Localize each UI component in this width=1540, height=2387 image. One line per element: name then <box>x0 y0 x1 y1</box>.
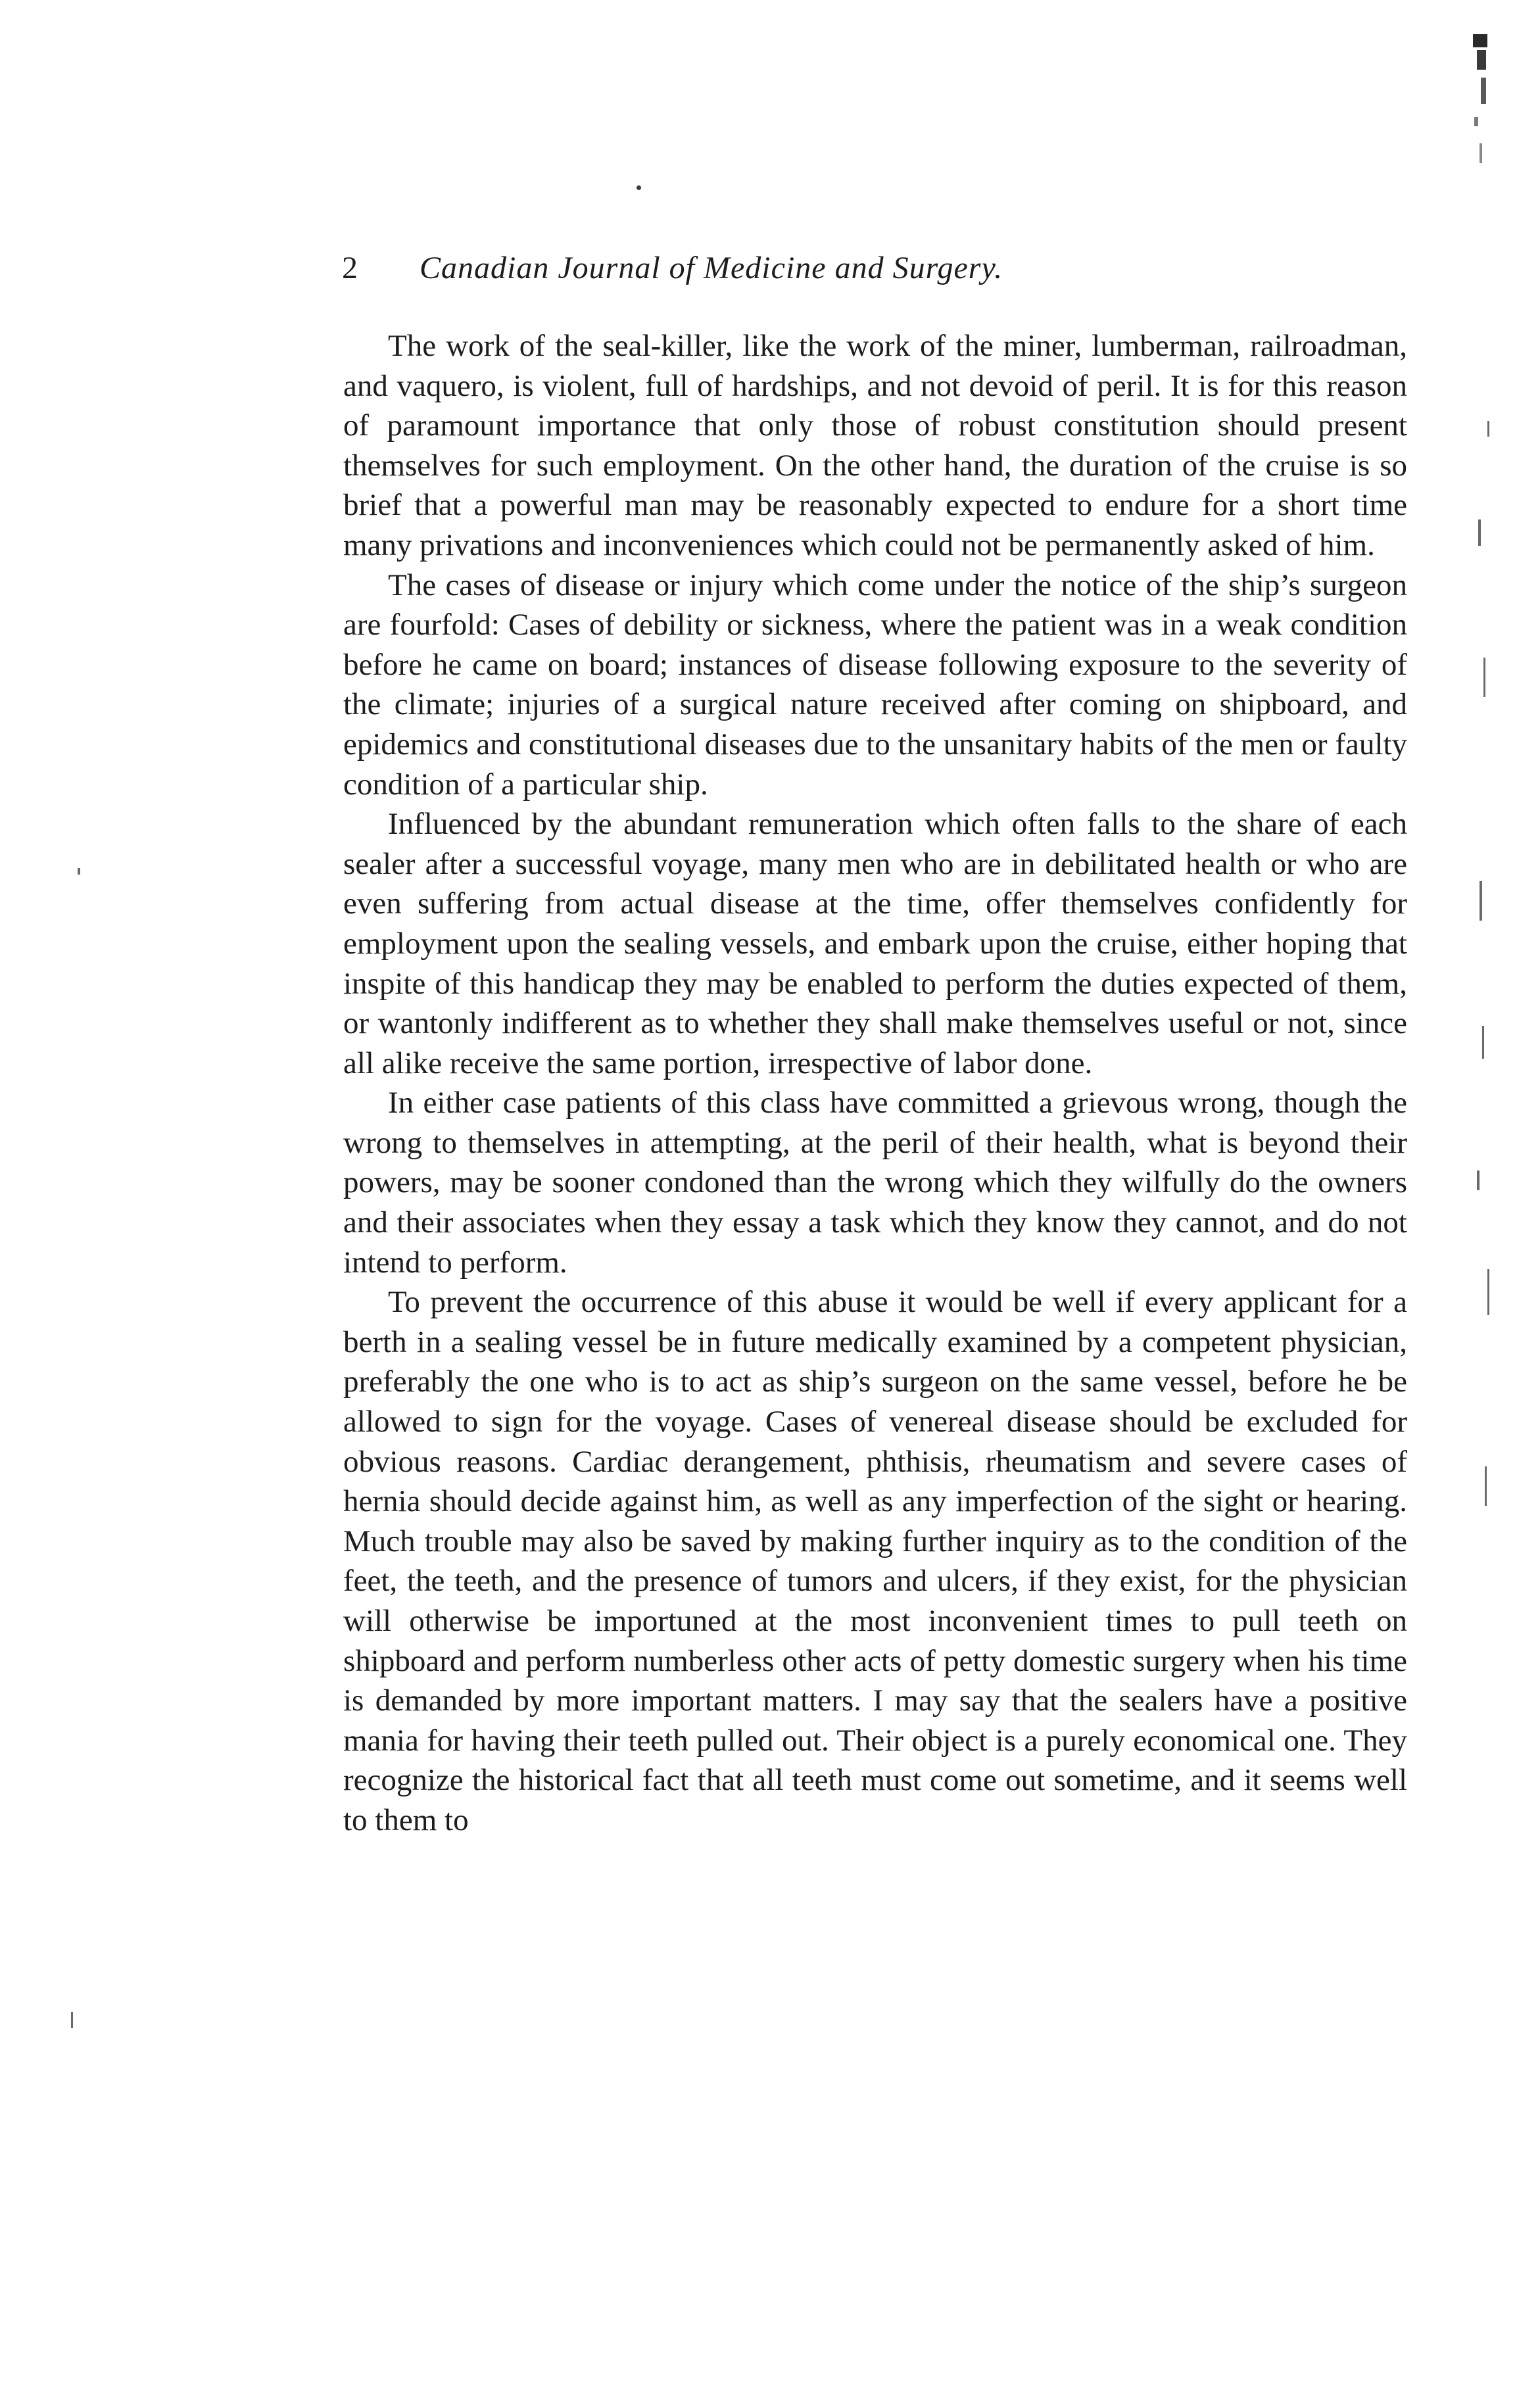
running-title: Canadian Journal of Medicine and Surgery. <box>420 251 1003 285</box>
paragraph-1: The work of the seal-killer, like the work of the miner, lumberman, railroadman, and vaquero, is violent, full of hardships, and not devoid of peril. It is for this reason of paramount importance that only those of robust constitution should present themselves for such employment. On the other hand, the duration of the cruise is so brief that a powerful man may be reasonably expected to endure for a short time many privations and inconveniences which could not be permanently asked of him. <box>343 329 1407 562</box>
margin-speck <box>1478 519 1481 546</box>
running-header <box>342 249 1407 288</box>
corner-ink-mark <box>1468 32 1494 189</box>
margin-speck <box>1485 1466 1487 1506</box>
page-number: 2 <box>342 251 358 285</box>
paragraph-4: In either case patients of this class have committed a grievous wrong, though the wrong to themselves in attempting, at the peril of their health, what is beyond their powers, may be sooner condoned than the wrong which they wilfully do the owners and their associates when they essay a task which they know they cannot, and do not intend to perform. <box>343 1086 1407 1280</box>
margin-speck <box>1477 1170 1480 1190</box>
paragraph-3: Influenced by the abundant remuneration which often falls to the share of each sealer after a successful voyage, many men who are in debilitated health or who are even suffering from actual disease at the time, offer themselves confidently for employment upon the sealing vessels, and embark upon the cruise, either hoping that inspite of this handicap they may be enabled to perform the duties expected of them, or wantonly indifferent as to whether they shall make themselves useful or not, since all alike receive the same portion, irrespective of labor done. <box>343 807 1407 1080</box>
margin-speck <box>1482 1026 1484 1059</box>
margin-speck <box>78 868 80 875</box>
margin-speck <box>1487 1269 1489 1315</box>
margin-speck <box>1483 658 1485 697</box>
margin-speck <box>1487 421 1489 437</box>
margin-speck <box>71 2012 73 2028</box>
paragraph-2: The cases of disease or injury which come under the notice of the ship’s surgeon are fourfold: Cases of debility or sickness, where the patient was in a weak condition before he came on board; instances of disease following exposure to the severity of the climate; injuries of a surgical nature received after coming on shipboard, and epidemics and constitutional diseases due to the unsanitary habits of the men or faulty condition of a particular ship. <box>343 567 1407 802</box>
article-body <box>343 326 1407 1841</box>
ink-speck-graphic <box>1468 32 1494 189</box>
margin-speck <box>1480 881 1482 921</box>
paragraph-5: To prevent the occurrence of this abuse it would be well if every applicant for a berth in a sealing vessel be in future medically examined by a competent physician, preferably the one who is to act as ship’s surgeon on the same vessel, before he be allowed to sign for the voyage. Cases of venereal disease should be excluded for obvious reasons. Cardiac derangement, phthisis, rheumatism and severe cases of hernia should decide against him, as well as any imperfection of the sight or hearing. Much trouble may also be saved by making further inquiry as to the condition of the feet, the teeth, and the presence of tumors and ulcers, if they exist, for the physician will otherwise be importuned at the most inconvenient times to pull teeth on shipboard and perform numberless other acts of petty domestic surgery when his time is demanded by more important matters. I may say that the sealers have a positive mania for having their teeth pulled out. Their object is a purely economical one. They recognize the historical fact that all teeth must come out sometime, and it seems well to them to <box>343 1285 1407 1837</box>
stray-dot <box>637 185 641 190</box>
